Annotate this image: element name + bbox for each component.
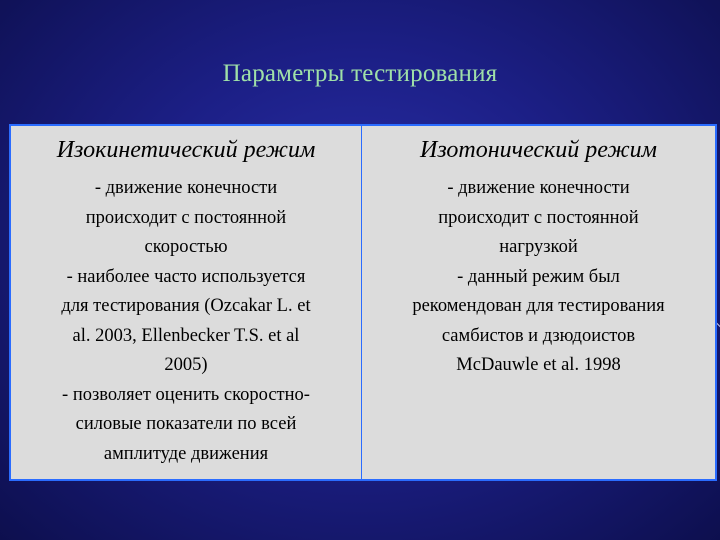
text-line: - данный режим был	[457, 266, 620, 287]
header-isokinetic: Изокинетический режим	[10, 125, 362, 174]
text-line: происходит с постоянной	[85, 207, 287, 228]
text-line: McDauwle et al. 1998	[456, 355, 621, 375]
text-line: al. 2003, Ellenbecker T.S. et al	[72, 325, 300, 346]
text-line: - наиболее часто используется	[66, 266, 306, 287]
text-line: 2005)	[164, 355, 208, 375]
text-line: рекомендован для тестирования	[412, 296, 665, 316]
text-line: нагрузкой	[499, 237, 578, 257]
text-line: происходит с постоянной	[438, 207, 639, 228]
text-line: - движение конечности	[447, 178, 630, 198]
isotonic-description	[362, 174, 717, 480]
table-body-row	[10, 174, 716, 480]
text-line: амплитуде движения	[103, 443, 269, 464]
slide-title: Параметры тестирования	[222, 60, 498, 87]
text-line: - движение конечности	[94, 178, 278, 198]
text-line: силовые показатели по всей	[75, 414, 297, 434]
text-line: скоростью	[144, 237, 228, 257]
isokinetic-description	[10, 174, 362, 480]
text-line: самбистов и дзюдоистов	[441, 325, 636, 346]
table-header-row	[10, 125, 716, 174]
parameters-table	[9, 124, 717, 481]
text-line: для тестирования (Ozcakar L. et	[61, 296, 311, 316]
text-line: - позволяет оценить скоростно-	[62, 384, 310, 405]
header-isotonic: Изотонический режим	[420, 137, 657, 163]
